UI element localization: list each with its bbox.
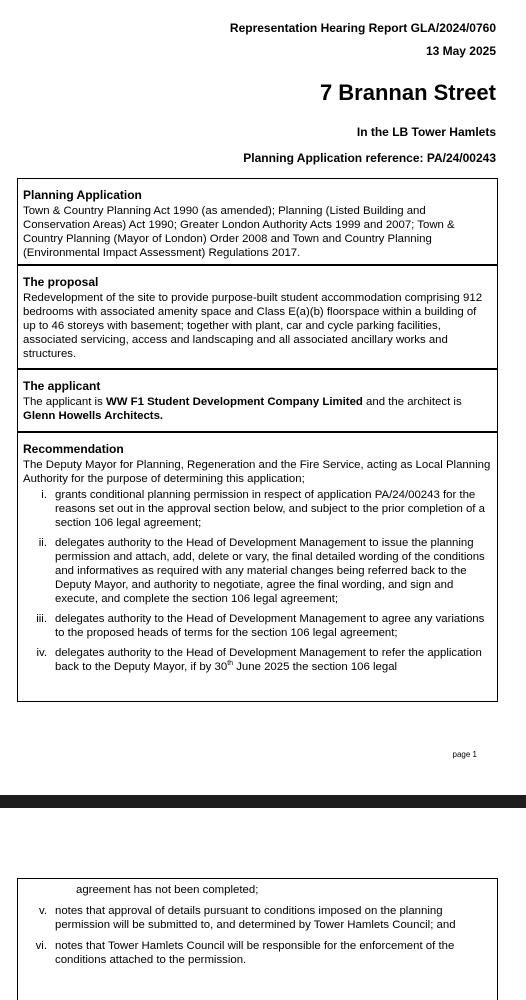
item-number: iv. [36,647,47,659]
item-number: i. [41,489,47,501]
section-body: Town & Country Planning Act 1990 (as amended); Planning (Listed Building and Conservation Areas) Act 1990; Greater London Authority Acts 1999 and 2007; Town & Country Planning (Mayor of London) Order 2008 and Town and Country Planning (Environmental Impact Assessment) Regulations 2017. [23,205,455,259]
section-title: Recommendation [23,442,124,456]
item-text-part: June 2025 the section 106 legal [233,661,398,673]
list-item [18,536,497,606]
item-text: grants conditional planning permission in respect of application PA/24/00243 for the reasons set out in the approval section below, and subject to the prior completion of a section 106 legal agreement; [55,489,485,529]
recommendation-intro: The Deputy Mayor for Planning, Regeneration and the Fire Service, acting as Local Planning Authority for the purpose of determining this application; [23,459,491,485]
section-title: The applicant [23,379,101,393]
section-body: Redevelopment of the site to provide purpose-built student accommodation comprising 912 bedrooms with associated amenity space and Class E(a)(b) floorspace within a building of up to 46 storeys with basement; together with plant, car and cycle parking facilities, associated servicing, access and landscaping and all associated ancillary works and structures. [23,292,483,360]
report-date: 13 May 2025 [425,44,496,58]
applicant-prefix: The applicant is [23,396,106,408]
applicant-section [17,369,498,432]
item-text: delegates authority to the Head of Development Management to issue the planning permission and attach, add, delete or vary, the final detailed wording of the conditions and informatives as required with any material changes being referred back to the Deputy Mayor, and authority to negotiate, agree the final wording, and sign and execute, and complete the section 106 legal agreement; [55,537,485,605]
list-item [18,612,497,640]
section-title: The proposal [23,275,99,289]
item-number: ii. [38,537,47,549]
report-page-2 [0,808,526,1000]
item-number: iii. [36,613,47,625]
item-number: vi. [35,940,47,952]
list-item [18,488,497,530]
page-separator [0,795,526,808]
application-reference: Planning Application reference: PA/24/00243 [243,151,496,165]
report-reference: Representation Hearing Report GLA/2024/0760 [229,21,496,35]
applicant-company: WW F1 Student Development Company Limited [105,396,363,408]
site-title: 7 Brannan Street [319,80,496,105]
architect-name: Glenn Howells Architects. [23,410,164,422]
planning-application-section [17,178,498,265]
item-text-part: delegates authority to the Head of Development Management to refer the application back to the Deputy Mayor, if by 30 [55,647,482,673]
recommendation-continued [17,878,498,1000]
borough-label: In the LB Tower Hamlets [356,125,496,139]
recommendation-list [18,904,497,967]
item-text: notes that approval of details pursuant to conditions imposed on the planning permission will be submitted to, and determined by Tower Hamlets Council; and [55,905,456,931]
recommendation-section [17,432,498,702]
list-item [18,939,497,967]
recommendation-list [18,488,497,674]
item-text: notes that Tower Hamlets Council will be responsible for the enforcement of the conditions attached to the permission. [55,940,455,966]
page-number: page 1 [452,750,477,759]
continuation-text: agreement has not been completed; [76,884,259,896]
item-text [55,646,491,674]
list-item [18,904,497,932]
applicant-middle: and the architect is [362,396,462,408]
ordinal-suffix: th [227,660,234,667]
item-number: v. [38,905,47,917]
item-text: delegates authority to the Head of Development Management to agree any variations to the proposed heads of terms for the section 106 legal agreement; [55,613,485,639]
section-title: Planning Application [23,188,142,202]
proposal-section [17,265,498,369]
section-body [18,393,497,423]
list-item [18,646,497,674]
